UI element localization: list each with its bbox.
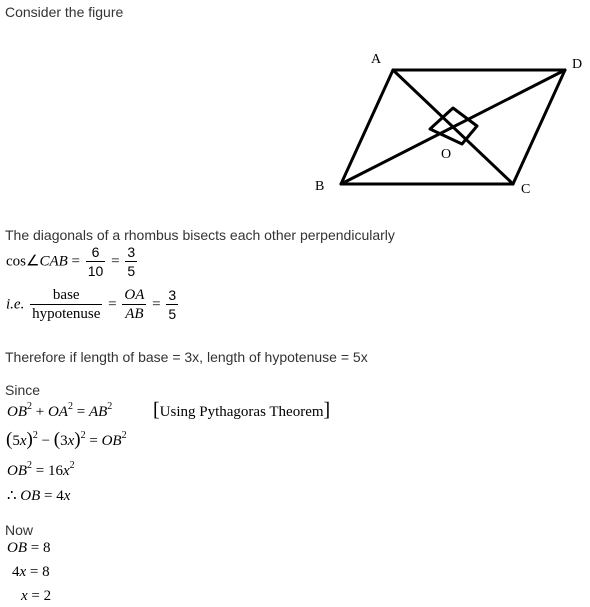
angle-name: CAB bbox=[39, 253, 68, 270]
paren-open: ( bbox=[6, 429, 13, 450]
paren-open: ( bbox=[53, 429, 61, 450]
ie-prefix: i.e. bbox=[6, 296, 25, 313]
numerator: 3 bbox=[168, 287, 177, 303]
coefficient: 4 bbox=[12, 564, 20, 580]
pythagoras-note bbox=[153, 399, 330, 422]
equals-value: = 4 bbox=[40, 488, 64, 504]
variable: x bbox=[63, 488, 71, 504]
fraction-3-5 bbox=[125, 244, 137, 280]
label-b: B bbox=[315, 179, 325, 194]
numerator: OA bbox=[124, 287, 145, 303]
label-c: C bbox=[521, 182, 531, 197]
equals-sign: = bbox=[85, 433, 102, 449]
term-oa: OA bbox=[47, 404, 68, 420]
bracket-open: [ bbox=[153, 399, 160, 421]
cos-equation bbox=[6, 244, 139, 280]
pythagoras-equation bbox=[7, 401, 112, 421]
power: 2 bbox=[121, 430, 127, 441]
four-x-equation bbox=[12, 564, 50, 581]
equals-value: = 16 bbox=[32, 463, 63, 479]
power: 2 bbox=[69, 460, 75, 471]
equals-sign: = bbox=[152, 296, 161, 313]
ie-equation bbox=[6, 287, 180, 323]
term-ab: AB bbox=[88, 404, 108, 420]
fraction-6-10 bbox=[86, 244, 106, 280]
cos-func: cos bbox=[6, 253, 26, 270]
variable: x bbox=[19, 433, 27, 449]
now-label: Now bbox=[5, 522, 34, 538]
denominator: 5 bbox=[168, 306, 177, 322]
power: 2 bbox=[67, 401, 73, 412]
equals-sign: = bbox=[108, 296, 117, 313]
bracket-close: ] bbox=[323, 399, 331, 421]
term-ob: OB bbox=[7, 540, 27, 556]
equals-sign: = bbox=[111, 253, 120, 270]
expansion-equation bbox=[6, 429, 127, 451]
power: 2 bbox=[32, 430, 38, 441]
therefore-symbol: ∴ bbox=[7, 488, 17, 504]
variable: x bbox=[19, 564, 27, 580]
numerator: base bbox=[30, 287, 102, 305]
statement-text: The diagonals of a rhombus bisects each other perpendicularly bbox=[5, 227, 395, 243]
paren-close: ) bbox=[74, 429, 81, 450]
term-ob: OB bbox=[7, 404, 27, 420]
side-ab bbox=[341, 70, 393, 184]
ob-value-equation bbox=[7, 540, 50, 557]
plus-sign: + bbox=[32, 404, 48, 420]
term-ob: OB bbox=[20, 488, 41, 504]
minus-sign: − bbox=[37, 433, 54, 449]
numerator: 6 bbox=[86, 244, 106, 262]
diagonal-bd bbox=[341, 70, 565, 184]
x-result-equation bbox=[21, 588, 51, 605]
therefore-text: Therefore if length of base = 3x, length of hypotenuse = 5x bbox=[5, 349, 368, 365]
variable: x bbox=[21, 588, 28, 604]
angle-symbol: ∠ bbox=[26, 253, 40, 270]
power: 2 bbox=[27, 401, 32, 412]
power: 2 bbox=[80, 430, 86, 441]
rhombus-figure bbox=[0, 0, 590, 220]
numerator: 3 bbox=[127, 244, 136, 260]
equals-sign: = bbox=[72, 404, 89, 420]
label-d: D bbox=[572, 57, 583, 72]
fraction-base-hypotenuse bbox=[30, 287, 102, 323]
label-o: O bbox=[441, 147, 452, 162]
intro-text: Consider the figure bbox=[5, 4, 124, 20]
equals-value: = 8 bbox=[27, 540, 51, 556]
equals-sign: = bbox=[71, 253, 81, 270]
denominator: 5 bbox=[127, 263, 136, 279]
variable: x bbox=[67, 433, 75, 449]
coefficient: 3 bbox=[60, 433, 68, 449]
power: 2 bbox=[107, 401, 113, 412]
power: 2 bbox=[27, 460, 32, 471]
side-cd bbox=[513, 70, 565, 184]
coefficient: 5 bbox=[12, 433, 20, 449]
ob-result-equation bbox=[7, 486, 70, 505]
since-label: Since bbox=[5, 382, 41, 398]
denominator: hypotenuse bbox=[32, 306, 101, 322]
equals-value: = 8 bbox=[26, 564, 50, 580]
term-ob: OB bbox=[7, 463, 27, 479]
denominator: 10 bbox=[87, 263, 104, 279]
term-ob: OB bbox=[101, 433, 122, 449]
denominator: AB bbox=[125, 306, 144, 322]
ob-squared-equation bbox=[7, 460, 75, 480]
fraction-oa-ab bbox=[122, 287, 146, 323]
paren-close: ) bbox=[26, 429, 33, 450]
equals-value: = 2 bbox=[27, 588, 52, 604]
note-text: Using Pythagoras Theorem bbox=[159, 404, 324, 420]
label-a: A bbox=[371, 52, 382, 67]
fraction-3-5 bbox=[166, 287, 178, 323]
variable: x bbox=[62, 463, 70, 479]
